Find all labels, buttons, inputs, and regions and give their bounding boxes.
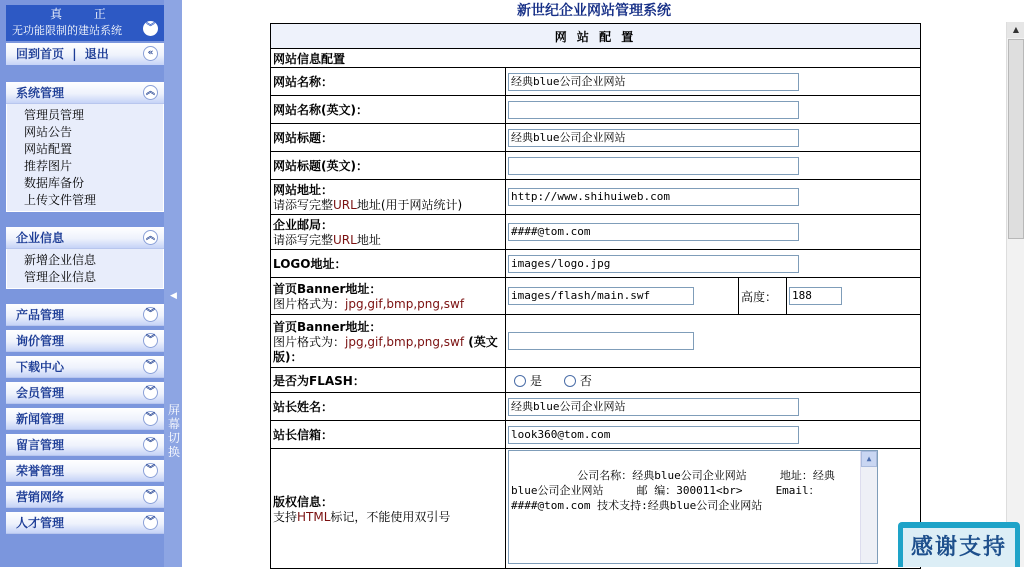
site-title-label: 网站标题： [271,124,506,152]
menu-products-title: 产品管理 [16,308,65,322]
triangle-left-icon[interactable]: ◀ [170,291,177,301]
hint-bold: (英文版)： [273,334,498,364]
site-config-table [270,23,921,569]
menu-system-items [6,104,164,212]
menu-members[interactable] [6,382,164,404]
logout-link[interactable]: 退出 [84,47,109,61]
menu-inquiry[interactable] [6,330,164,352]
banner-input[interactable]: images/flash/main.swf [508,287,694,305]
hint-highlight: URL [333,198,357,212]
email-label: 企业邮局： [273,218,334,232]
config-subheader: 网站信息配置 [271,49,921,68]
copyright-label: 版权信息： [273,494,334,509]
banner-label: 首页Banner地址： [273,282,382,296]
chevron-down-icon[interactable]: ︾ [143,333,158,348]
scroll-up-icon[interactable]: ▲ [1007,22,1024,38]
screen-switch-label[interactable]: 屏幕切换 [168,403,181,459]
flash-label: 是否为FLASH： [271,368,506,393]
chevron-down-icon[interactable]: ︾ [143,515,158,530]
menu-members-title: 会员管理 [16,386,65,400]
chevron-down-icon[interactable]: ︾ [143,489,158,504]
banner-en-hint [273,335,503,365]
page-scrollbar[interactable] [1006,22,1024,567]
sidebar [0,0,182,567]
menu-messages[interactable] [6,434,164,456]
menu-company-items [6,249,164,289]
banner-hint [273,297,503,312]
hint-highlight: HTML [297,509,331,524]
menu-marketing[interactable] [6,486,164,508]
collapse-icon[interactable]: ︾ [143,21,158,36]
chevron-up-icon[interactable]: ︽ [143,230,158,245]
menu-item-upload-files[interactable]: 上传文件管理 [24,193,97,207]
copyright-textarea[interactable] [508,450,878,564]
thanks-badge[interactable] [898,522,1020,567]
menu-inquiry-title: 询价管理 [16,334,65,348]
chevron-up-icon[interactable]: ︽ [143,85,158,100]
brand-line1: 真 正 [50,7,120,21]
menu-talent[interactable] [6,512,164,534]
hint-text: 图片格式为： [273,334,346,349]
menu-system-header[interactable] [6,82,164,104]
hint-text: 标记，不能使用双引号 [330,509,451,524]
site-name-en-label: 网站名称(英文)： [271,96,506,124]
owner-email-input[interactable]: look360@tom.com [508,426,799,444]
menu-downloads-title: 下载中心 [16,360,65,374]
brand-block [6,5,164,41]
chevron-down-icon[interactable]: ︾ [143,385,158,400]
banner-height-input[interactable]: 188 [789,287,842,305]
menu-item-featured-images[interactable]: 推荐图片 [24,159,73,173]
hint-text: 请添写完整 [273,233,334,247]
frame-splitter[interactable] [164,0,182,567]
menu-item-site-config[interactable]: 网站配置 [24,142,73,156]
hint-highlight: jpg,gif,bmp,png,swf [345,334,465,349]
banner-en-label-cell [271,315,506,368]
banner-en-input[interactable] [508,332,694,350]
textarea-scrollbar[interactable] [860,451,877,563]
main-frame [182,0,1006,567]
chevron-down-icon[interactable]: ︾ [143,411,158,426]
menu-talent-title: 人才管理 [16,516,65,530]
menu-system-title: 系统管理 [16,86,65,100]
menu-item-admin[interactable]: 管理员管理 [24,108,85,122]
hint-highlight: URL [333,233,357,247]
email-hint [273,233,503,248]
site-title-en-input[interactable] [508,157,799,175]
menu-news[interactable] [6,408,164,430]
copyright-text: 公司名称：经典blue公司企业网站 地址：经典blue公司企业网站 邮 编：300011<br> Email：####@tom.com 技术支持:经典blue公司企业网站 [511,469,835,512]
height-label: 高度： [739,278,787,315]
menu-marketing-title: 营销网络 [16,490,65,504]
menu-news-title: 新闻管理 [16,412,65,426]
menu-item-notice[interactable]: 网站公告 [24,125,73,139]
chevron-down-icon[interactable]: ︾ [143,463,158,478]
site-url-label: 网站地址： [273,183,334,197]
email-label-cell [271,215,506,250]
hint-text: 图片格式为： [273,297,346,311]
hint-highlight: jpg,gif,bmp,png,swf [345,297,465,311]
site-name-label: 网站名称： [271,68,506,96]
chevron-down-icon[interactable]: ︾ [143,307,158,322]
menu-company-title: 企业信息 [16,231,65,245]
chevron-down-icon[interactable]: ︾ [143,437,158,452]
home-link[interactable]: 回到首页 [16,47,65,61]
thanks-badge-text[interactable]: 感谢支持 [903,528,1015,567]
menu-item-add-company[interactable]: 新增企业信息 [24,253,97,267]
email-input[interactable]: ####@tom.com [508,223,799,241]
menu-messages-title: 留言管理 [16,438,65,452]
copyright-hint [273,510,503,525]
logo-input[interactable]: images/logo.jpg [508,255,799,273]
copyright-label-cell [271,449,506,569]
hint-text: 支持 [273,509,298,524]
menu-honors[interactable] [6,460,164,482]
banner-label-cell [271,278,506,315]
flash-yes-radio[interactable] [514,375,526,387]
menu-item-manage-company[interactable]: 管理企业信息 [24,270,97,284]
separator: | [72,47,77,61]
scroll-up-icon[interactable]: ▲ [861,451,877,467]
menu-products[interactable] [6,304,164,326]
app-title: 新世纪企业网站管理系统 [517,3,671,19]
site-url-hint [273,198,503,213]
hint-text: 地址(用于网站统计) [356,198,463,212]
owner-name-label: 站长姓名： [271,393,506,421]
site-name-input[interactable]: 经典blue公司企业网站 [508,73,799,91]
menu-honors-title: 荣誉管理 [16,464,65,478]
menu-downloads[interactable] [6,356,164,378]
chevron-down-icon[interactable]: ︾ [143,359,158,374]
menu-item-db-backup[interactable]: 数据库备份 [24,176,85,190]
site-title-en-label: 网站标题(英文)： [271,152,506,180]
config-header: 网 站 配 置 [271,24,921,49]
scroll-thumb[interactable] [1008,39,1024,239]
site-name-en-input[interactable] [508,101,799,119]
site-url-label-cell [271,180,506,215]
site-url-input[interactable]: http://www.shihuiweb.com [508,188,799,206]
owner-email-label: 站长信箱： [271,421,506,449]
site-title-input[interactable]: 经典blue公司企业网站 [508,129,799,147]
flash-no-label[interactable]: 否 [579,373,592,388]
flash-no-radio[interactable] [564,375,576,387]
home-bar [6,43,164,65]
logo-label: LOGO地址： [271,250,506,278]
hint-text: 地址 [356,233,381,247]
owner-name-input[interactable]: 经典blue公司企业网站 [508,398,799,416]
hint-text: 请添写完整 [273,198,334,212]
brand-line2: 无功能限制的建站系统 [12,24,122,37]
flash-radio-group [506,368,921,393]
flash-yes-label[interactable]: 是 [530,373,543,388]
menu-company-header[interactable] [6,227,164,249]
banner-en-label: 首页Banner地址： [273,319,382,334]
double-chevron-left-icon[interactable]: « [143,46,158,61]
